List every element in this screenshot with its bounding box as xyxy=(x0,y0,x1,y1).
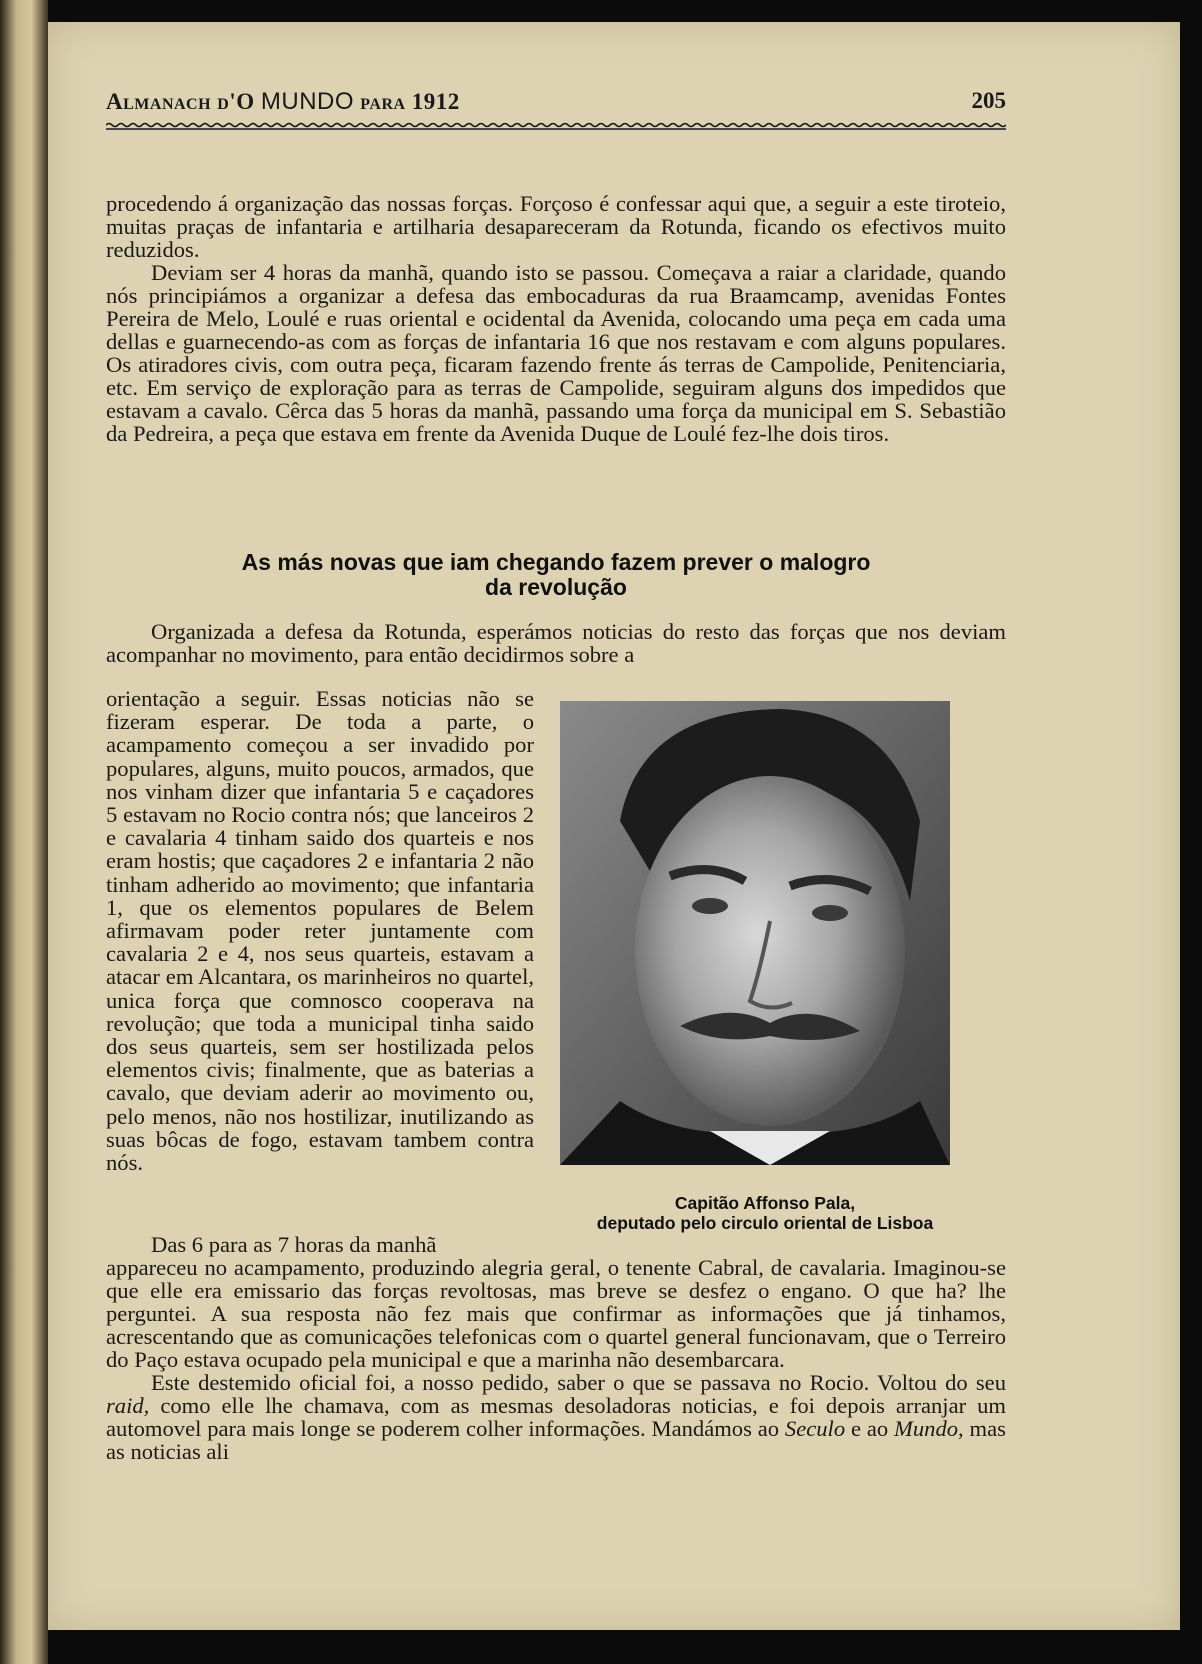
heading-line1: As más novas que iam chegando fazem prever o malogro xyxy=(241,549,871,575)
portrait-illustration xyxy=(560,701,950,1165)
section2-intro xyxy=(106,620,1006,666)
paragraph-lead: Das 6 para as 7 horas da manhã xyxy=(151,1232,437,1257)
caption-line2: deputado pelo circulo oriental de Lisboa xyxy=(596,1213,934,1233)
running-title xyxy=(106,88,460,116)
paragraph: Organizada a defesa da Rotunda, esperámos noticias do resto das forças que nos deviam acompanhar no movimento, para então decidirmos sobre a xyxy=(106,619,1006,667)
section-heading xyxy=(106,550,1006,600)
title-suffix: para 1912 xyxy=(360,89,460,114)
text-run: e ao xyxy=(850,1416,889,1441)
title-prefix: Almanach d'O xyxy=(106,89,255,114)
page-number: 205 xyxy=(971,88,1006,113)
photo-caption xyxy=(560,1193,970,1233)
text-run: Este destemido oficial foi, a nosso pedido, saber o que se passava no Rocio. Voltou do seu xyxy=(151,1370,1006,1395)
italic-mundo: Mundo, xyxy=(894,1416,964,1441)
text-run: mas as noticias ali xyxy=(106,1416,1006,1464)
italic-raid: raid, xyxy=(106,1393,150,1418)
section2-wrapped-text xyxy=(106,687,534,1174)
paragraph xyxy=(106,1371,1006,1463)
heading-line2: da revolução xyxy=(485,574,627,600)
section1-text xyxy=(106,192,1006,445)
paragraph: procedendo á organização das nossas forças. Forçoso é confessar aqui que, a seguir a este tiroteio, muitas praças de infantaria e artilharia desapareceram da Rotunda, ficando os efectivos muito reduzidos. xyxy=(106,191,1006,262)
portrait-photo xyxy=(560,701,950,1165)
paragraph: Deviam ser 4 horas da manhã, quando isto se passou. Começava a raiar a claridade, quando nós principiámos a organizar a defesa das embocaduras da rua Braamcamp, avenidas Fontes Pereira de Melo, Loulé e ruas oriental e ocidental da Avenida, colocando uma peça em cada uma dellas e guarnecendo-as com as forças de infantaria 16 que nos restavam e com alguns populares. Os atiradores civis, com outra peça, ficaram fazendo frente ás terras de Campolide, Penitenciaria, etc. Em serviço de exploração para as terras de Campolide, seguiram alguns dos impedidos que estavam a cavalo. Cêrca das 5 horas da manhã, passando uma força da municipal em S. Sebastião da Pedreira, a peça que estava em frente da Avenida Duque de Loulé fez-lhe dois tiros. xyxy=(106,260,1006,446)
section3-text xyxy=(106,1233,1006,1463)
running-header xyxy=(106,88,1006,120)
title-mundo: MUNDO xyxy=(260,88,355,115)
paragraph: orientação a seguir. Essas noticias não se fizeram esperar. De toda a parte, o acampamento começou a ser invadido por populares, alguns, muito poucos, armados, que nos vinham dizer que infantaria 5 e caçadores 5 estavam no Rocio contra nós; que lanceiros 2 e cavalaria 4 tinham saido dos quarteis e nos eram hostis; que caçadores 2 e infantaria 2 não tinham adherido ao movimento; que infantaria 1, que os elementos populares de Belem afirmavam poder reter juntamente com cavalaria 2 e 4, nos seus quarteis, estavam a atacar em Alcantara, os marinheiros no quartel, unica força que comnosco cooperava na revolução; que toda a municipal tinha saido dos seus quarteis, sem ser hostilizada pelos elementos civis; finalmente, que as baterias a cavalo, que deviam aderir ao movimento ou, pelo menos, não nos hostilizar, inutilizando as suas bôcas de fogo, estavam tambem contra nós. xyxy=(106,686,534,1176)
caption-line1: Capitão Affonso Pala, xyxy=(674,1193,856,1213)
italic-seculo: Seculo xyxy=(784,1416,846,1441)
book-spine xyxy=(0,0,48,1664)
text-run: como elle lhe chamava, com as mesmas desoladoras noticias, e foi depois arranjar um automovel para mais longe se poderem colher informações. Mandámos ao xyxy=(106,1393,1007,1441)
paragraph: appareceu no acampamento, produzindo alegria geral, o tenente Cabral, de cavalaria. Imaginou-se que elle era emissario das forças revoltosas, mas breve se desfez o engano. O que ha? lhe perguntei. A sua resposta não fez mais que confirmar as informações que já tinhamos, acrescentando que as comunicações telefonicas com o quartel general funcionavam, que o Terreiro do Paço estava ocupado pela municipal e que a marinha não desembarcara. xyxy=(106,1255,1006,1372)
header-rule xyxy=(106,122,1006,132)
